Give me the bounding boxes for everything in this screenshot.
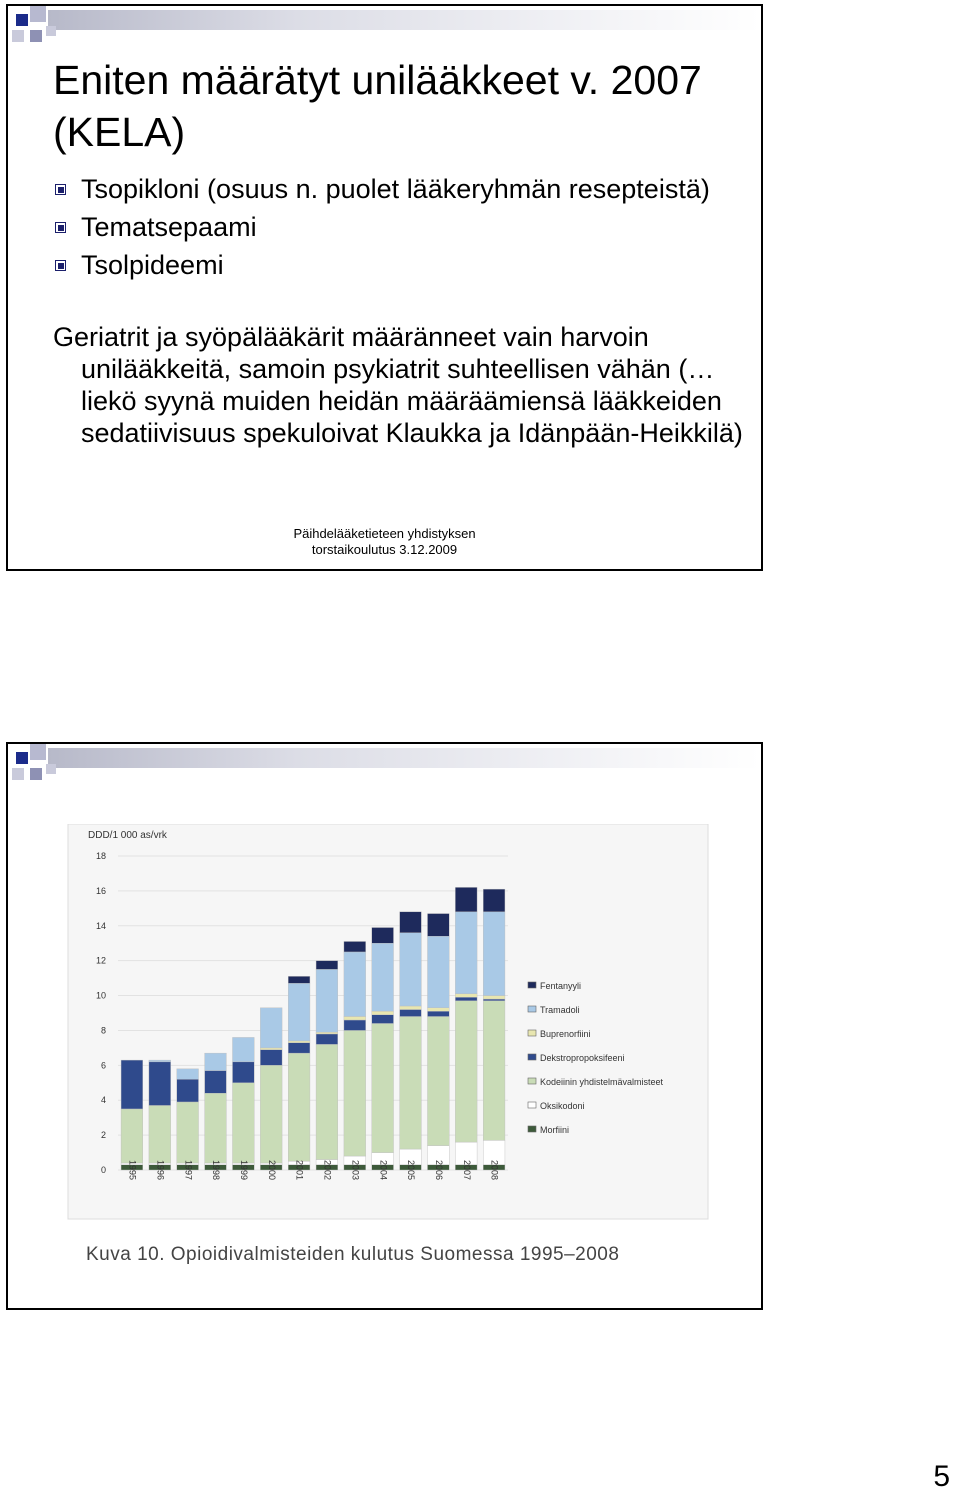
bar-segment xyxy=(427,1016,449,1145)
legend-swatch xyxy=(528,1102,536,1108)
deco-square xyxy=(46,26,56,36)
deco-square xyxy=(30,768,42,780)
x-tick-label: 2001 xyxy=(294,1159,305,1180)
bar-segment xyxy=(316,961,338,970)
bar-segment xyxy=(316,969,338,1032)
deco-square xyxy=(46,764,56,774)
x-tick-label: 2005 xyxy=(406,1159,417,1180)
figure-caption: Kuva 10. Opioidivalmisteiden kulutus Suomessa 1995–2008 xyxy=(86,1244,620,1265)
bar-segment xyxy=(232,1037,254,1061)
bar-segment xyxy=(260,1065,282,1163)
slide-corner-decoration xyxy=(8,744,768,794)
bar-segment xyxy=(260,1008,282,1048)
bar-segment xyxy=(232,1083,254,1163)
deco-square xyxy=(12,30,24,42)
bar-segment xyxy=(344,1016,366,1019)
bar-segment xyxy=(427,1011,449,1016)
deco-square xyxy=(16,752,28,764)
y-tick-label: 12 xyxy=(95,955,106,966)
bar-segment xyxy=(400,1010,422,1017)
bar-segment xyxy=(149,1105,171,1163)
bar-segment xyxy=(316,1034,338,1044)
bar-segment xyxy=(149,1060,171,1062)
x-tick-label: 2007 xyxy=(461,1159,472,1180)
bar-segment xyxy=(400,1006,422,1009)
bar-segment xyxy=(483,889,505,912)
bar-segment xyxy=(316,1032,338,1034)
bar-segment xyxy=(260,1050,282,1066)
x-tick-label: 1999 xyxy=(238,1159,249,1180)
deco-square xyxy=(30,744,46,760)
bar-segment xyxy=(316,1044,338,1159)
legend-label: Tramadoli xyxy=(540,1005,580,1015)
bar-segment xyxy=(455,994,477,997)
bar-segment xyxy=(177,1069,199,1079)
bar-segment xyxy=(483,1001,505,1141)
paragraph-first-line: Geriatrit ja syöpälääkärit määränneet vain harvoin xyxy=(53,322,649,352)
x-tick-label: 1998 xyxy=(211,1159,222,1180)
bar-segment xyxy=(121,1060,143,1109)
y-tick-label: 18 xyxy=(95,851,106,861)
deco-square xyxy=(30,6,46,22)
bar-segment xyxy=(455,997,477,1000)
bar-segment xyxy=(483,999,505,1001)
bar-segment xyxy=(344,1030,366,1156)
bar-segment xyxy=(177,1102,199,1163)
legend-swatch xyxy=(528,982,536,988)
legend-label: Kodeiinin yhdistelmävalmisteet xyxy=(540,1077,664,1087)
bullet-item xyxy=(53,173,753,205)
x-tick-label: 2000 xyxy=(266,1159,277,1180)
bar-segment xyxy=(344,952,366,1017)
bar-segment xyxy=(455,912,477,994)
bar-segment xyxy=(344,1020,366,1030)
page-number: 5 xyxy=(933,1460,950,1493)
bar-segment xyxy=(400,912,422,933)
deco-square xyxy=(12,768,24,780)
x-tick-label: 2003 xyxy=(350,1159,361,1180)
y-tick-label: 2 xyxy=(100,1130,106,1141)
bullet-text: Tematsepaami xyxy=(81,212,257,242)
bar-segment xyxy=(205,1053,227,1070)
bar-segment xyxy=(372,943,394,1011)
deco-square xyxy=(16,14,28,26)
slide-footer xyxy=(8,526,761,558)
bar-segment xyxy=(288,983,310,1041)
header-gradient-band xyxy=(48,748,760,768)
footer-line-1: Päihdelääketieteen yhdistyksen xyxy=(293,526,476,541)
bar-segment xyxy=(149,1062,171,1106)
bar-segment xyxy=(205,1071,227,1094)
paragraph-continuation: unilääkkeitä, samoin psykiatrit suhteellisen vähän (…liekö syynä muiden heidän määräämiensä lääkkeiden sedatiivisuus spekuloivat Klaukka ja Idänpään-Heikkilä) xyxy=(81,354,743,448)
x-tick-label: 1995 xyxy=(127,1159,138,1180)
bar-segment xyxy=(400,1016,422,1149)
bar-segment xyxy=(372,1023,394,1152)
bullet-item xyxy=(53,211,753,243)
slide-2 xyxy=(6,742,763,1310)
legend-swatch xyxy=(528,1030,536,1036)
bar-segment xyxy=(288,1041,310,1043)
deco-square xyxy=(30,30,42,42)
bar-segment xyxy=(344,941,366,951)
legend-label: Dekstropropoksifeeni xyxy=(540,1053,625,1063)
legend-swatch xyxy=(528,1126,536,1132)
x-tick-label: 2008 xyxy=(489,1159,500,1180)
bar-segment xyxy=(205,1093,227,1163)
bar-segment xyxy=(400,933,422,1006)
x-tick-label: 1996 xyxy=(155,1159,166,1180)
y-tick-label: 10 xyxy=(95,990,106,1001)
bar-segment xyxy=(372,1011,394,1014)
bar-segment xyxy=(288,1043,310,1053)
bar-segment xyxy=(427,914,449,937)
slide-corner-decoration xyxy=(8,6,768,56)
legend-label: Morfiini xyxy=(540,1125,570,1135)
bar-segment xyxy=(232,1062,254,1083)
bar-segment xyxy=(483,912,505,996)
chart-container xyxy=(38,824,738,1284)
x-tick-label: 2006 xyxy=(433,1159,444,1180)
bullet-list xyxy=(53,173,753,287)
header-gradient-band xyxy=(48,10,760,30)
bar-segment xyxy=(177,1079,199,1102)
y-tick-label: 6 xyxy=(100,1060,106,1071)
bullet-text: Tsopikloni (osuus n. puolet lääkeryhmän resepteistä) xyxy=(81,174,710,204)
footer-line-2: torstaikoulutus 3.12.2009 xyxy=(311,542,458,557)
slide-title: Eniten määrätyt unilääkkeet v. 2007 (KELA) xyxy=(53,57,702,155)
y-axis-label: DDD/1 000 as/vrk xyxy=(88,830,167,841)
body-paragraph xyxy=(53,321,753,449)
bar-segment xyxy=(455,1001,477,1142)
bar-segment xyxy=(483,996,505,999)
bar-segment xyxy=(288,1053,310,1161)
square-bullet-icon xyxy=(55,222,66,233)
bar-segment xyxy=(372,1015,394,1024)
y-tick-label: 8 xyxy=(100,1025,106,1036)
slide-1 xyxy=(6,4,763,571)
y-tick-label: 16 xyxy=(95,885,106,896)
bar-segment xyxy=(260,1048,282,1050)
x-tick-label: 2004 xyxy=(378,1159,389,1180)
legend-label: Oksikodoni xyxy=(540,1101,585,1111)
y-tick-label: 4 xyxy=(100,1095,106,1106)
bullet-item xyxy=(53,249,753,281)
square-bullet-icon xyxy=(55,184,66,195)
bullet-text: Tsolpideemi xyxy=(81,250,224,280)
bar-segment xyxy=(372,928,394,944)
stacked-bar-chart xyxy=(38,824,738,1224)
legend-swatch xyxy=(528,1054,536,1060)
legend-label: Fentanyyli xyxy=(540,981,582,991)
bar-segment xyxy=(455,887,477,911)
x-tick-label: 1997 xyxy=(183,1159,194,1180)
bar-segment xyxy=(427,1008,449,1011)
legend-swatch xyxy=(528,1006,536,1012)
y-tick-label: 14 xyxy=(95,920,106,931)
bar-segment xyxy=(121,1109,143,1163)
bar-segment xyxy=(288,976,310,983)
square-bullet-icon xyxy=(55,260,66,271)
legend-swatch xyxy=(528,1078,536,1084)
y-tick-label: 0 xyxy=(100,1165,106,1175)
x-tick-label: 2002 xyxy=(322,1159,333,1180)
legend-label: Buprenorfiini xyxy=(540,1029,591,1039)
bar-segment xyxy=(427,936,449,1008)
